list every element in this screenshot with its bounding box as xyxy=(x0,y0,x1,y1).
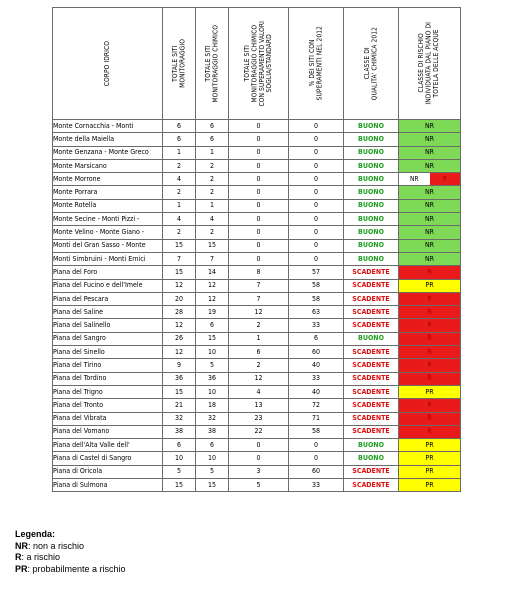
table-container xyxy=(52,7,460,492)
totale-siti-cell: 36 xyxy=(163,372,196,385)
percentuale-cell: 58 xyxy=(289,279,344,292)
rischio-class-cell: PR xyxy=(399,479,461,492)
corpo-idrico-cell: Piana del Tordino xyxy=(53,372,163,385)
siti-superamento-cell: 0 xyxy=(229,159,289,172)
corpo-idrico-cell: Piana del Vomano xyxy=(53,425,163,438)
siti-superamento-cell: 3 xyxy=(229,465,289,478)
totale-siti-cell: 2 xyxy=(163,226,196,239)
siti-chimico-cell: 10 xyxy=(196,452,229,465)
percentuale-cell: 0 xyxy=(289,199,344,212)
rischio-class-cell: R xyxy=(399,425,461,438)
rischio-class-cell: PR xyxy=(399,439,461,452)
table-row xyxy=(53,385,461,398)
qualita-status-cell: SCADENTE xyxy=(344,292,399,305)
totale-siti-cell: 21 xyxy=(163,399,196,412)
siti-chimico-cell: 32 xyxy=(196,412,229,425)
legend-item-r: R: a rischio xyxy=(15,552,61,562)
table-row xyxy=(53,199,461,212)
corpo-idrico-cell: Piana del Tronto xyxy=(53,399,163,412)
corpo-idrico-cell: Piana del Trigno xyxy=(53,385,163,398)
corpo-idrico-cell: Monte Porrara xyxy=(53,186,163,199)
siti-chimico-cell: 15 xyxy=(196,239,229,252)
totale-siti-cell: 4 xyxy=(163,173,196,186)
totale-siti-cell: 15 xyxy=(163,239,196,252)
percentuale-cell: 0 xyxy=(289,133,344,146)
qualita-status-cell: BUONO xyxy=(344,439,399,452)
corpo-idrico-cell: Piana del Vibrata xyxy=(53,412,163,425)
table-row xyxy=(53,213,461,226)
siti-chimico-cell: 12 xyxy=(196,292,229,305)
totale-siti-cell: 7 xyxy=(163,252,196,265)
table-row xyxy=(53,359,461,372)
percentuale-cell: 0 xyxy=(289,213,344,226)
totale-siti-cell: 12 xyxy=(163,319,196,332)
header-classe-rischio: CLASSE DI RISCHIO INDIVIDUATA DAL PIANO DI TOTELA DELLE ACQUE xyxy=(399,8,461,120)
percentuale-cell: 0 xyxy=(289,252,344,265)
corpo-idrico-cell: Piana del Foro xyxy=(53,266,163,279)
totale-siti-cell: 1 xyxy=(163,146,196,159)
header-siti-superamento: TOTALE SITI MONITORAGGIO CHIMICO CON SUPERAMENTO VALORI SOGLIA/STANDARD xyxy=(229,8,289,120)
siti-superamento-cell: 0 xyxy=(229,173,289,186)
percentuale-cell: 63 xyxy=(289,306,344,319)
table-row xyxy=(53,319,461,332)
percentuale-cell: 57 xyxy=(289,266,344,279)
table-row xyxy=(53,425,461,438)
siti-superamento-cell: 0 xyxy=(229,452,289,465)
table-row xyxy=(53,133,461,146)
corpo-idrico-cell: Piana di Oricola xyxy=(53,465,163,478)
corpo-idrico-cell: Monte Velino - Monte Giano - xyxy=(53,226,163,239)
siti-superamento-cell: 0 xyxy=(229,226,289,239)
siti-chimico-cell: 2 xyxy=(196,186,229,199)
totale-siti-cell: 12 xyxy=(163,279,196,292)
header-totale-siti-monitoraggio: TOTALE SITI MONITORAGGIO xyxy=(163,8,196,120)
totale-siti-cell: 1 xyxy=(163,199,196,212)
percentuale-cell: 0 xyxy=(289,159,344,172)
totale-siti-cell: 32 xyxy=(163,412,196,425)
corpo-idrico-cell: Monte Genzana - Monte Greco xyxy=(53,146,163,159)
siti-superamento-cell: 7 xyxy=(229,292,289,305)
percentuale-cell: 33 xyxy=(289,319,344,332)
percentuale-cell: 71 xyxy=(289,412,344,425)
rischio-split-box xyxy=(399,173,460,185)
table-row xyxy=(53,292,461,305)
rischio-class-cell: R xyxy=(399,266,461,279)
siti-chimico-cell: 1 xyxy=(196,199,229,212)
rischio-class-cell: NR xyxy=(399,213,461,226)
siti-chimico-cell: 6 xyxy=(196,439,229,452)
siti-chimico-cell: 7 xyxy=(196,252,229,265)
totale-siti-cell: 2 xyxy=(163,159,196,172)
corpo-idrico-cell: Piana dell'Alta Valle dell' xyxy=(53,439,163,452)
rischio-class-cell: NR xyxy=(399,120,461,133)
corpo-idrico-cell: Piana del Saline xyxy=(53,306,163,319)
rischio-class-cell: R xyxy=(399,359,461,372)
corpo-idrico-cell: Monte Morrone xyxy=(53,173,163,186)
qualita-status-cell: BUONO xyxy=(344,120,399,133)
qualita-status-cell: SCADENTE xyxy=(344,306,399,319)
legend-item-nr: NR: non a rischio xyxy=(15,540,85,551)
qualita-status-cell: BUONO xyxy=(344,332,399,345)
rischio-class-cell: R xyxy=(399,319,461,332)
legend-title: Legenda: xyxy=(15,529,56,539)
table-row xyxy=(53,186,461,199)
percentuale-cell: 0 xyxy=(289,173,344,186)
totale-siti-cell: 4 xyxy=(163,213,196,226)
siti-chimico-cell: 18 xyxy=(196,399,229,412)
siti-superamento-cell: 1 xyxy=(229,332,289,345)
percentuale-cell: 6 xyxy=(289,332,344,345)
corpo-idrico-cell: Monti Simbruini - Monti Ernici xyxy=(53,252,163,265)
percentuale-cell: 0 xyxy=(289,146,344,159)
table-row xyxy=(53,266,461,279)
rischio-class-cell: NR xyxy=(399,239,461,252)
siti-superamento-cell: 12 xyxy=(229,372,289,385)
rischio-badge-secondary: R xyxy=(430,173,461,185)
percentuale-cell: 72 xyxy=(289,399,344,412)
rischio-class-cell: R xyxy=(399,399,461,412)
qualita-status-cell: SCADENTE xyxy=(344,465,399,478)
siti-chimico-cell: 6 xyxy=(196,120,229,133)
siti-superamento-cell: 0 xyxy=(229,146,289,159)
siti-chimico-cell: 5 xyxy=(196,465,229,478)
siti-chimico-cell: 15 xyxy=(196,479,229,492)
siti-chimico-cell: 10 xyxy=(196,346,229,359)
rischio-class-cell: NR xyxy=(399,133,461,146)
qualita-status-cell: SCADENTE xyxy=(344,372,399,385)
header-percentuale-superamenti: % DEI SITI CON SUPERAMENTI NEL 2012 xyxy=(289,8,344,120)
table-body xyxy=(53,120,461,492)
percentuale-cell: 58 xyxy=(289,425,344,438)
siti-chimico-cell: 6 xyxy=(196,319,229,332)
percentuale-cell: 0 xyxy=(289,239,344,252)
rischio-class-cell: PR xyxy=(399,452,461,465)
table-row xyxy=(53,226,461,239)
siti-superamento-cell: 4 xyxy=(229,385,289,398)
siti-superamento-cell: 7 xyxy=(229,279,289,292)
percentuale-cell: 0 xyxy=(289,452,344,465)
qualita-status-cell: SCADENTE xyxy=(344,346,399,359)
corpo-idrico-cell: Piana del Sangro xyxy=(53,332,163,345)
table-row xyxy=(53,173,461,186)
siti-chimico-cell: 36 xyxy=(196,372,229,385)
totale-siti-cell: 15 xyxy=(163,385,196,398)
siti-superamento-cell: 0 xyxy=(229,199,289,212)
table-row xyxy=(53,346,461,359)
siti-superamento-cell: 6 xyxy=(229,346,289,359)
corpo-idrico-cell: Piana del Sinello xyxy=(53,346,163,359)
totale-siti-cell: 12 xyxy=(163,346,196,359)
percentuale-cell: 0 xyxy=(289,439,344,452)
percentuale-cell: 0 xyxy=(289,186,344,199)
table-row xyxy=(53,252,461,265)
rischio-class-cell: R xyxy=(399,332,461,345)
corpo-idrico-cell: Monte Secine - Monti Pizzi - xyxy=(53,213,163,226)
percentuale-cell: 60 xyxy=(289,346,344,359)
percentuale-cell: 0 xyxy=(289,120,344,133)
table-row xyxy=(53,146,461,159)
rischio-class-cell: NR xyxy=(399,146,461,159)
qualita-status-cell: SCADENTE xyxy=(344,279,399,292)
totale-siti-cell: 15 xyxy=(163,479,196,492)
totale-siti-cell: 38 xyxy=(163,425,196,438)
corpo-idrico-cell: Piana del Fucino e dell'Imele xyxy=(53,279,163,292)
percentuale-cell: 40 xyxy=(289,359,344,372)
corpo-idrico-cell: Piana del Pescara xyxy=(53,292,163,305)
siti-chimico-cell: 10 xyxy=(196,385,229,398)
qualita-status-cell: BUONO xyxy=(344,452,399,465)
siti-superamento-cell: 23 xyxy=(229,412,289,425)
rischio-class-cell: R xyxy=(399,292,461,305)
rischio-class-cell: NR xyxy=(399,186,461,199)
totale-siti-cell: 9 xyxy=(163,359,196,372)
qualita-status-cell: SCADENTE xyxy=(344,319,399,332)
table-row xyxy=(53,372,461,385)
siti-chimico-cell: 15 xyxy=(196,332,229,345)
siti-superamento-cell: 0 xyxy=(229,439,289,452)
rischio-class-cell: NR xyxy=(399,226,461,239)
qualita-status-cell: SCADENTE xyxy=(344,425,399,438)
siti-superamento-cell: 2 xyxy=(229,319,289,332)
qualita-status-cell: SCADENTE xyxy=(344,479,399,492)
siti-chimico-cell: 12 xyxy=(196,279,229,292)
table-row xyxy=(53,279,461,292)
qualita-status-cell: BUONO xyxy=(344,239,399,252)
corpo-idrico-cell: Monte Marsicano xyxy=(53,159,163,172)
header-row xyxy=(53,8,461,120)
totale-siti-cell: 15 xyxy=(163,266,196,279)
siti-chimico-cell: 6 xyxy=(196,133,229,146)
percentuale-cell: 33 xyxy=(289,479,344,492)
table-row xyxy=(53,439,461,452)
totale-siti-cell: 20 xyxy=(163,292,196,305)
legend-item-pr: PR: probabilmente a rischio xyxy=(15,563,126,574)
siti-superamento-cell: 0 xyxy=(229,120,289,133)
totale-siti-cell: 6 xyxy=(163,120,196,133)
corpo-idrico-cell: Piana del Salinello xyxy=(53,319,163,332)
qualita-status-cell: BUONO xyxy=(344,226,399,239)
table-row xyxy=(53,479,461,492)
rischio-class-cell: R xyxy=(399,372,461,385)
qualita-status-cell: BUONO xyxy=(344,199,399,212)
table-row xyxy=(53,412,461,425)
totale-siti-cell: 6 xyxy=(163,133,196,146)
siti-superamento-cell: 12 xyxy=(229,306,289,319)
siti-superamento-cell: 2 xyxy=(229,359,289,372)
corpo-idrico-cell: Piana di Sulmona xyxy=(53,479,163,492)
qualita-status-cell: BUONO xyxy=(344,159,399,172)
qualita-status-cell: SCADENTE xyxy=(344,359,399,372)
siti-chimico-cell: 2 xyxy=(196,173,229,186)
qualita-status-cell: SCADENTE xyxy=(344,412,399,425)
corpo-idrico-cell: Monte della Maiella xyxy=(53,133,163,146)
totale-siti-cell: 10 xyxy=(163,452,196,465)
qualita-status-cell: BUONO xyxy=(344,213,399,226)
percentuale-cell: 58 xyxy=(289,292,344,305)
rischio-class-cell: PR xyxy=(399,385,461,398)
table-row xyxy=(53,120,461,133)
percentuale-cell: 60 xyxy=(289,465,344,478)
siti-chimico-cell: 38 xyxy=(196,425,229,438)
table-row xyxy=(53,239,461,252)
rischio-class-cell xyxy=(399,173,461,186)
totale-siti-cell: 26 xyxy=(163,332,196,345)
qualita-status-cell: BUONO xyxy=(344,146,399,159)
siti-superamento-cell: 0 xyxy=(229,133,289,146)
rischio-class-cell: PR xyxy=(399,465,461,478)
header-totale-siti-chimico: TOTALE SITI MONITORAGGIO CHIMICO xyxy=(196,8,229,120)
header-classe-qualita: CLASSE DI QUALITA' CHIMICA 2012 xyxy=(344,8,399,120)
corpo-idrico-cell: Monte Cornacchia - Monti xyxy=(53,120,163,133)
rischio-class-cell: R xyxy=(399,306,461,319)
rischio-class-cell: NR xyxy=(399,159,461,172)
rischio-class-cell: NR xyxy=(399,199,461,212)
siti-superamento-cell: 8 xyxy=(229,266,289,279)
percentuale-cell: 40 xyxy=(289,385,344,398)
rischio-badge: NR xyxy=(399,173,430,185)
siti-chimico-cell: 2 xyxy=(196,226,229,239)
siti-superamento-cell: 0 xyxy=(229,213,289,226)
qualita-status-cell: BUONO xyxy=(344,173,399,186)
siti-chimico-cell: 14 xyxy=(196,266,229,279)
siti-superamento-cell: 0 xyxy=(229,186,289,199)
table-row xyxy=(53,465,461,478)
rischio-class-cell: PR xyxy=(399,279,461,292)
table-row xyxy=(53,306,461,319)
siti-chimico-cell: 5 xyxy=(196,359,229,372)
corpo-idrico-cell: Monti del Gran Sasso - Monte xyxy=(53,239,163,252)
qualita-status-cell: SCADENTE xyxy=(344,385,399,398)
siti-chimico-cell: 2 xyxy=(196,159,229,172)
qualita-status-cell: SCADENTE xyxy=(344,399,399,412)
corpo-idrico-cell: Piana del Tirino xyxy=(53,359,163,372)
percentuale-cell: 0 xyxy=(289,226,344,239)
siti-chimico-cell: 4 xyxy=(196,213,229,226)
totale-siti-cell: 6 xyxy=(163,439,196,452)
siti-superamento-cell: 13 xyxy=(229,399,289,412)
header-corpo-idrico: CORPO IDRICO xyxy=(53,8,163,120)
percentuale-cell: 33 xyxy=(289,372,344,385)
siti-superamento-cell: 22 xyxy=(229,425,289,438)
totale-siti-cell: 28 xyxy=(163,306,196,319)
table-row xyxy=(53,399,461,412)
totale-siti-cell: 5 xyxy=(163,465,196,478)
siti-chimico-cell: 19 xyxy=(196,306,229,319)
corpo-idrico-cell: Piana di Castel di Sangro xyxy=(53,452,163,465)
rischio-class-cell: R xyxy=(399,412,461,425)
qualita-status-cell: BUONO xyxy=(344,252,399,265)
rischio-class-cell: R xyxy=(399,346,461,359)
table-row xyxy=(53,159,461,172)
table-row xyxy=(53,452,461,465)
legend xyxy=(15,529,126,575)
groundwater-quality-table xyxy=(52,7,461,492)
qualita-status-cell: BUONO xyxy=(344,133,399,146)
qualita-status-cell: BUONO xyxy=(344,186,399,199)
siti-superamento-cell: 0 xyxy=(229,239,289,252)
siti-superamento-cell: 0 xyxy=(229,252,289,265)
totale-siti-cell: 2 xyxy=(163,186,196,199)
siti-superamento-cell: 5 xyxy=(229,479,289,492)
table-row xyxy=(53,332,461,345)
qualita-status-cell: SCADENTE xyxy=(344,266,399,279)
siti-chimico-cell: 1 xyxy=(196,146,229,159)
corpo-idrico-cell: Monte Rotella xyxy=(53,199,163,212)
rischio-class-cell: NR xyxy=(399,252,461,265)
